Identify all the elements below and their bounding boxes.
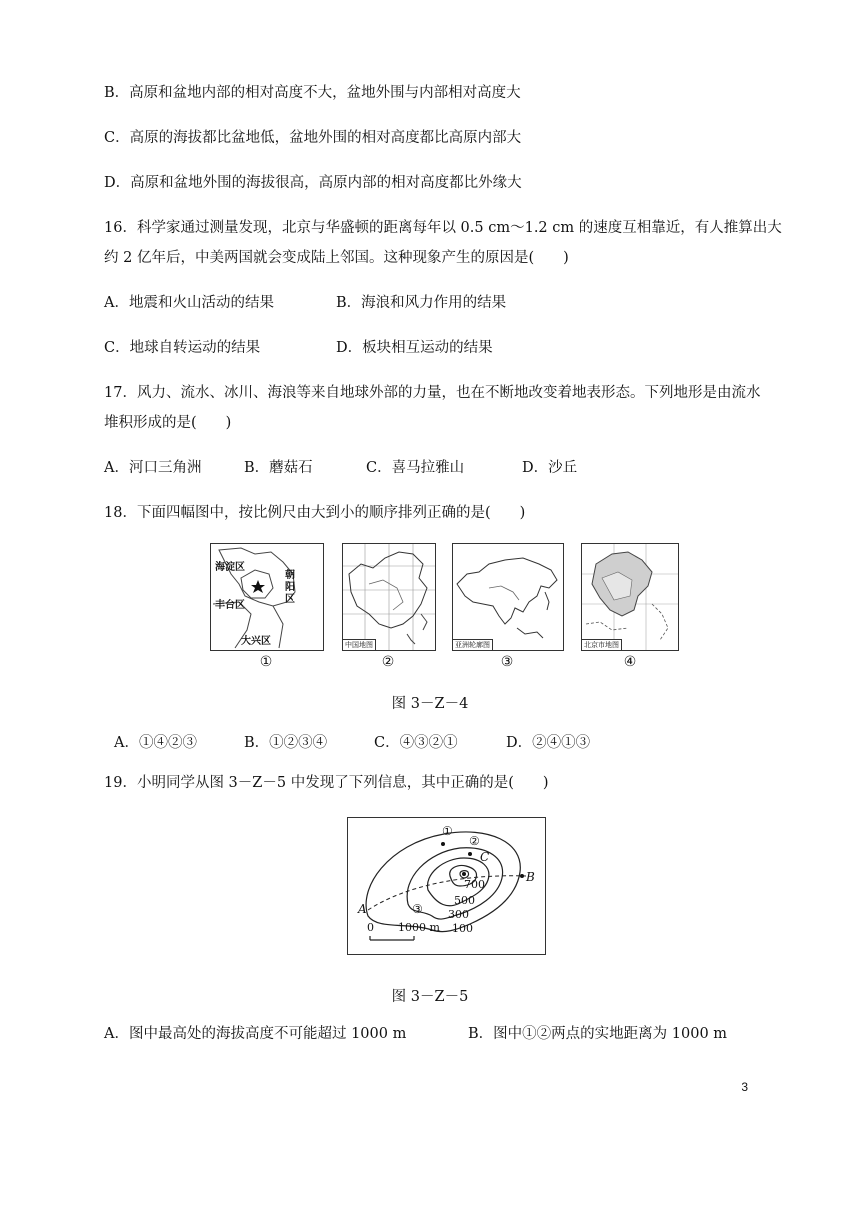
q17-option-a: A．河口三角洲: [104, 460, 202, 476]
label-chaoyang-2: 阳: [285, 582, 295, 593]
q19-stem: 19．小明同学从图 3－Z－5 中发现了下列信息，其中正确的是( ): [104, 775, 549, 791]
q18-option-b: B．①②③④: [244, 735, 328, 751]
q16-option-d: D．板块相互运动的结果: [336, 340, 493, 356]
contour-point-2: ②: [469, 834, 480, 848]
map-china-drawing: [343, 544, 435, 650]
map-asia: [452, 543, 564, 651]
q17-option-b: B．蘑菇石: [244, 460, 313, 476]
q16-option-c: C．地球自转运动的结果: [104, 340, 261, 356]
figure-3-z-4-caption: 图 3－Z－4: [391, 696, 469, 712]
q19-option-a: A．图中最高处的海拔高度不可能超过 1000 m: [104, 1026, 407, 1042]
q16-option-a: A．地震和火山活动的结果: [104, 295, 274, 311]
contour-point-1: ①: [442, 824, 453, 838]
map-asia-drawing: [453, 544, 563, 650]
q16-option-b: B．海浪和风力作用的结果: [336, 295, 507, 311]
label-haidian: 海淀区: [215, 562, 245, 573]
contour-label-700: 700: [464, 878, 485, 891]
label-chaoyang-3: 区: [285, 594, 295, 605]
map-beijing-city-drawing: [582, 544, 678, 650]
map4-tag: 北京市地图: [582, 639, 622, 650]
map4-number: ④: [623, 654, 637, 670]
q16-stem-line2: 约 2 亿年后，中美两国就会变成陆上邻国。这种现象产生的原因是( ): [104, 250, 569, 266]
label-fengtai: 丰台区: [215, 600, 245, 611]
map2-tag: 中国地图: [343, 639, 376, 650]
figure-3-z-5-caption: 图 3－Z－5: [391, 989, 469, 1005]
map3-tag: 亚洲轮廓图: [453, 639, 493, 650]
map1-number: ①: [259, 654, 273, 670]
contour-label-100: 100: [452, 922, 473, 935]
q18-option-c: C．④③②①: [374, 735, 458, 751]
q15-option-b: B．高原和盆地内部的相对高度不大，盆地外围与内部相对高度大: [104, 85, 521, 101]
label-daxing: 大兴区: [241, 636, 271, 647]
label-chaoyang-1: 朝: [285, 570, 295, 581]
q19-option-b: B．图中①②两点的实地距离为 1000 m: [468, 1026, 728, 1042]
contour-point-c: C: [480, 850, 490, 864]
scale-end: 1000 m: [398, 921, 440, 934]
map3-number: ③: [500, 654, 514, 670]
q15-option-d: D．高原和盆地外围的海拔很高，高原内部的相对高度都比外缘大: [104, 175, 522, 191]
q15-option-c: C．高原的海拔都比盆地低，盆地外围的相对高度都比高原内部大: [104, 130, 522, 146]
contour-point-b: B: [526, 870, 535, 884]
map-china: [342, 543, 436, 651]
q17-option-c: C．喜马拉雅山: [366, 460, 465, 476]
page-number: 3: [741, 1080, 748, 1094]
q17-stem-line2: 堆积形成的是( ): [104, 415, 232, 431]
scale-zero: 0: [367, 921, 374, 934]
q17-option-d: D．沙丘: [522, 460, 578, 476]
contour-point-a: A: [358, 902, 367, 916]
q18-option-d: D．②④①③: [506, 735, 591, 751]
q16-stem-line1: 16．科学家通过测量发现，北京与华盛顿的距离每年以 0.5 cm～1.2 cm 的速度互相靠近，有人推算出大: [104, 220, 782, 236]
q17-stem-line1: 17．风力、流水、冰川、海浪等来自地球外部的力量，也在不断地改变着地表形态。下列地形是由流水: [104, 385, 761, 401]
q18-option-a: A．①④②③: [114, 735, 197, 751]
map-beijing-districts: [210, 543, 324, 651]
map-beijing-city: [581, 543, 679, 651]
label-chaoyang: [285, 570, 297, 606]
contour-label-500: 500: [454, 894, 475, 907]
map2-number: ②: [381, 654, 395, 670]
contour-point-3: ③: [412, 902, 423, 916]
contour-map: [347, 817, 546, 955]
q18-stem: 18．下面四幅图中，按比例尺由大到小的顺序排列正确的是( ): [104, 505, 526, 521]
contour-label-300: 300: [448, 908, 469, 921]
contour-map-drawing: [348, 818, 545, 954]
